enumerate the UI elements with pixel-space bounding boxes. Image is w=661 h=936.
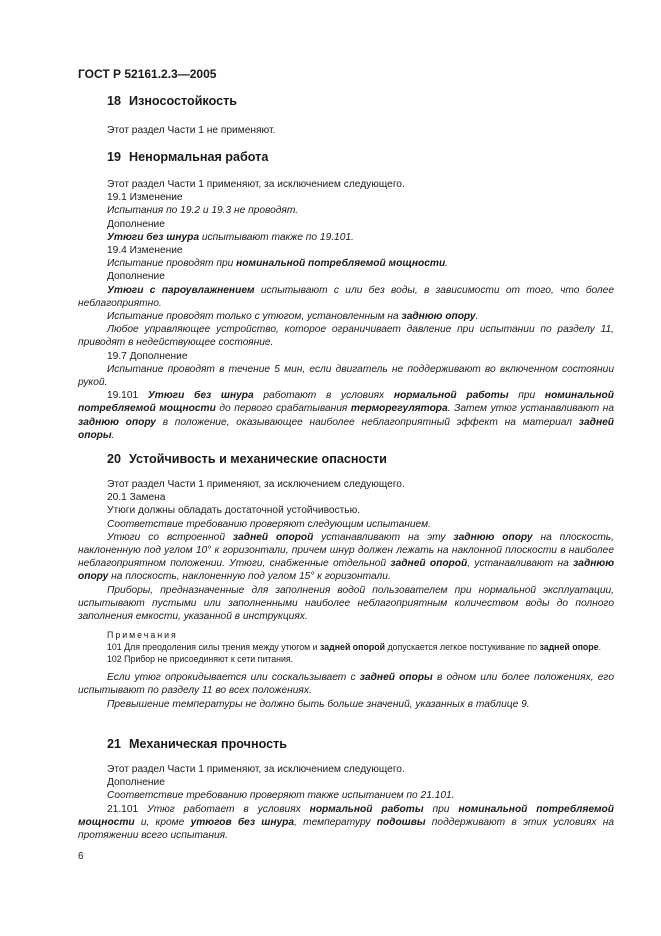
paragraph: 19.101 Утюги без шнура работают в условиях нормальной работы при номинальной потребляемой мощности до первого срабатывания терморегулятора. Затем утюг устанавливают на заднюю опору в положение, оказывающее наиболее неблагоприятный эффект на материал задней опоры.: [78, 390, 614, 441]
notes-label: Примечания: [107, 630, 178, 641]
paragraph: Превышение температуры не должно быть больше значений, указанных в таблице 9.: [107, 698, 530, 710]
section-20-heading: [107, 452, 387, 466]
section-20-body: [78, 478, 614, 711]
paragraph: Этот раздел Части 1 не применяют.: [107, 125, 276, 136]
paragraph: Утюги со встроенной задней опорой устанавливают на эту заднюю опору на плоскость, наклоненную под углом 10° к горизонтали, причем шнур должен лежать на наклонной плоскости в наиболее неблагоприятном положении. Утюги, снабженные отдельной задней опорой, устанавливают на заднюю опору на плоскость, наклоненную под углом 15° к горизонтали.: [78, 531, 615, 583]
section-title: Устойчивость и механические опасности: [129, 452, 387, 466]
section-number: 18: [107, 94, 122, 108]
paragraph: Этот раздел Части 1 применяют, за исключением следующего.: [107, 764, 405, 775]
clause-heading: 20.1 Замена: [107, 492, 166, 504]
clause-heading: 19.4 Изменение: [107, 245, 183, 257]
section-19-heading: [107, 150, 268, 164]
section-number: 20: [107, 452, 122, 466]
section-title: Ненормальная работа: [129, 150, 269, 164]
paragraph: Соответствие требованию проверяют также испытанием по 21.101.: [107, 790, 455, 802]
section-number: 21: [107, 737, 122, 751]
clause-heading: 19.7 Дополнение: [107, 350, 188, 362]
clause-heading: 19.1 Изменение: [107, 192, 183, 204]
note-item: 102 Прибор не присоединяют к сети питания.: [107, 654, 294, 665]
section-title: Износостойкость: [129, 94, 238, 108]
paragraph: Испытание проводят в течение 5 мин, если двигатель не поддерживают во включенном состоянии рукой.: [78, 363, 614, 389]
section-title: Механическая прочность: [129, 737, 288, 751]
paragraph: Соответствие требованию проверяют следующим испытанием.: [107, 518, 431, 530]
section-18-heading: [107, 94, 237, 108]
paragraph: Приборы, предназначенные для заполнения водой пользователем при нормальной эксплуатации, испытывают пустыми или заполненными наиболее неблагоприятным количеством воды до полного заполнения емкости, указанной в инструкциях.: [78, 584, 614, 623]
paragraph: Испытания по 19.2 и 19.3 не проводят.: [107, 205, 299, 217]
paragraph: Любое управляющее устройство, которое ограничивает давление при испытании по разделу 11, приводят в недействующее состояние.: [78, 324, 614, 349]
paragraph: Испытание проводят только с утюгом, установленным на заднюю опору.: [107, 311, 479, 323]
paragraph: Утюги без шнура испытывают также по 19.101.: [107, 231, 354, 243]
page-number: 6: [78, 851, 84, 862]
document-header: ГОСТ Р 52161.2.3—2005: [78, 67, 217, 81]
paragraph: Этот раздел Части 1 применяют, за исключением следующего.: [107, 179, 405, 190]
paragraph: Дополнение: [107, 777, 165, 789]
paragraph: Утюги с пароувлажнением испытывают с или без воды, в зависимости от того, что более неблагоприятно.: [78, 284, 614, 309]
paragraph: Дополнение: [107, 218, 165, 230]
section-number: 19: [107, 150, 122, 164]
section-18-body: [78, 124, 614, 137]
paragraph: Дополнение: [107, 271, 165, 283]
section-19-body: [78, 178, 614, 442]
paragraph: Утюги должны обладать достаточной устойчивостью.: [107, 505, 361, 517]
paragraph: Испытание проводят при номинальной потребляемой мощности.: [107, 258, 449, 270]
paragraph: 21.101 Утюг работает в условиях нормальной работы при номинальной потребляемой мощности и, кроме утюгов без шнура, температуру подошвы поддерживают в этих условиях на протяжении всего испытания.: [78, 803, 614, 842]
paragraph: Этот раздел Части 1 применяют, за исключением следующего.: [107, 479, 405, 490]
paragraph: Если утюг опрокидывается или соскальзывает с задней опоры в одном или более положениях, его испытывают по разделу 11 во всех положениях.: [78, 672, 614, 697]
note-item: 101 Для преодоления силы трения между утюгом и задней опорой допускается легкое постукивание по задней опоре.: [107, 642, 602, 653]
section-21-body: [78, 763, 614, 842]
section-21-heading: [107, 737, 287, 751]
